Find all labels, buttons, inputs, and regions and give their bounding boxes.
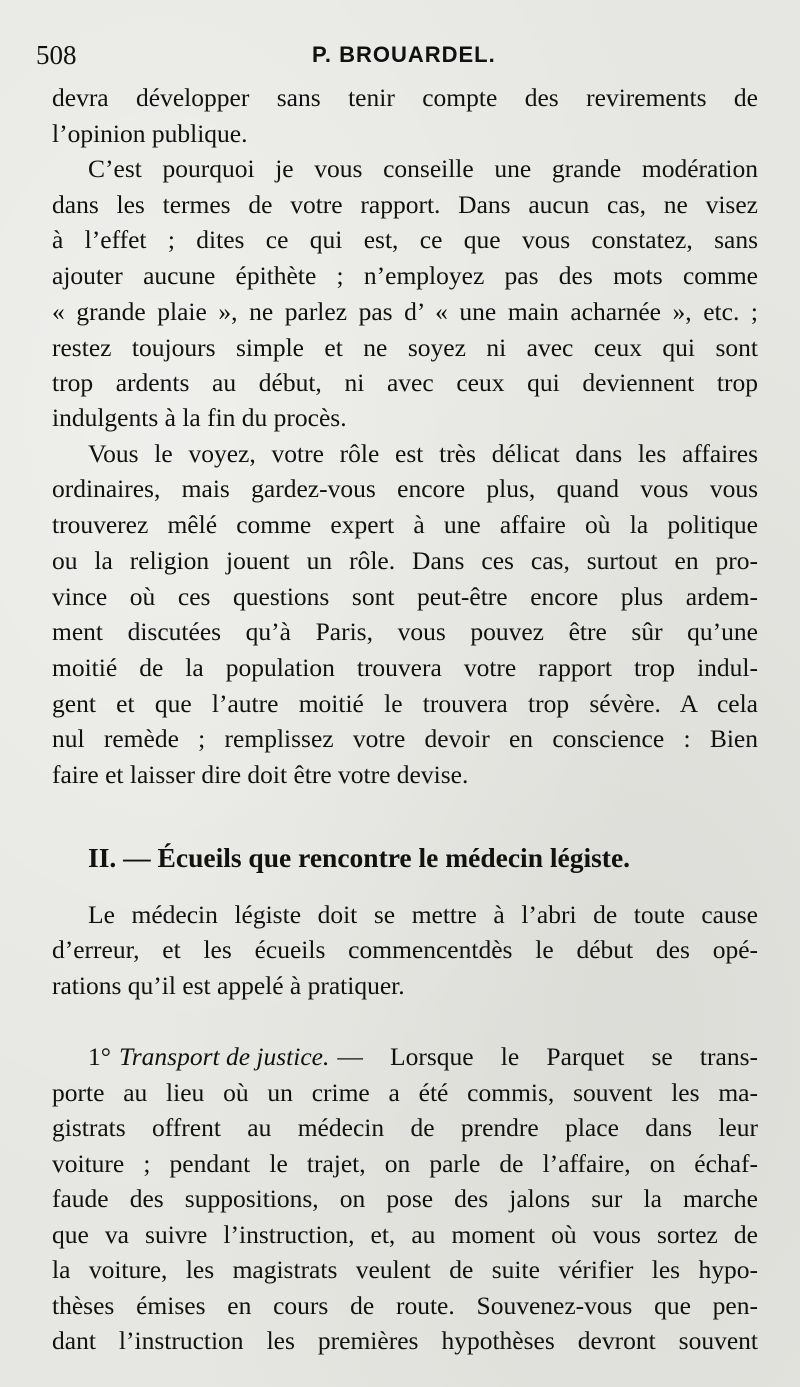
text-line: porte au lieu où un crime a été commis, souvent les ma-: [52, 1078, 758, 1107]
paragraph-number: 1°: [88, 1042, 111, 1071]
text-line: ment discutées qu’à Paris, vous pouvez être sûr qu’une: [52, 617, 758, 646]
text-line: gent et que l’autre moitié le trouvera trop sévère. A cela: [52, 689, 758, 718]
running-head: P. BROUARDEL.: [312, 42, 496, 67]
text-line: d’erreur, et les écueils commencentdès le début des opé-: [52, 935, 758, 964]
text-line: gistrats offrent au médecin de prendre place dans leur: [52, 1113, 758, 1142]
text-line: thèses émises en cours de route. Souvenez-vous que pen-: [52, 1291, 758, 1320]
page-number: 508: [36, 40, 77, 70]
text-line: indulgents à la fin du procès.: [52, 403, 347, 432]
text-line: nul remède ; remplissez votre devoir en conscience : Bien: [52, 724, 758, 753]
text-line: ordinaires, mais gardez-vous encore plus, quand vous vous: [52, 474, 758, 503]
text-line: ajouter aucune épithète ; n’employez pas des mots comme: [52, 261, 758, 290]
text-line: devra développer sans tenir compte des revirements de: [52, 83, 758, 112]
section-heading: II. — Écueils que rencontre le médecin légiste.: [88, 842, 631, 873]
text-line: moitié de la population trouvera votre rapport trop indul-: [52, 653, 758, 682]
text-line: à l’effet ; dites ce qui est, ce que vous constatez, sans: [52, 225, 758, 254]
text-line: l’opinion publique.: [52, 119, 248, 148]
text-line: la voiture, les magistrats veulent de suite vérifier les hypo-: [52, 1255, 758, 1284]
text-line: faude des suppositions, on pose des jalons sur la marche: [52, 1184, 758, 1213]
italic-subheading: Transport de justice.: [118, 1042, 330, 1071]
text-line: faire et laisser dire doit être votre devise.: [52, 760, 469, 789]
text-line: voiture ; pendant le trajet, on parle de l’affaire, on échaf-: [52, 1149, 758, 1178]
text-line: « grande plaie », ne parlez pas d’ « une main acharnée », etc. ;: [52, 297, 758, 326]
text-line: dans les termes de votre rapport. Dans aucun cas, ne visez: [52, 190, 758, 219]
text-line: C’est pourquoi je vous conseille une grande modération: [88, 154, 758, 183]
text-line: que va suivre l’instruction, et, au moment où vous sortez de: [52, 1220, 758, 1249]
text-run: — Lorsque le Parquet se trans-: [337, 1042, 758, 1071]
text-line: dant l’instruction les premières hypothèses devront souvent: [52, 1326, 758, 1355]
text-line: ou la religion jouent un rôle. Dans ces cas, surtout en pro-: [52, 546, 758, 575]
text-line: trop ardents au début, ni avec ceux qui deviennent trop: [52, 368, 758, 397]
text-line: vince où ces questions sont peut-être encore plus ardem-: [52, 582, 758, 611]
text-line: Le médecin légiste doit se mettre à l’abri de toute cause: [88, 900, 758, 929]
page-header: [36, 40, 756, 80]
text-line-first: [88, 1039, 758, 1075]
text-line: Vous le voyez, votre rôle est très délicat dans les affaires: [88, 439, 758, 468]
text-line: trouverez mêlé comme expert à une affaire où la politique: [52, 510, 758, 539]
text-line: restez toujours simple et ne soyez ni avec ceux qui sont: [52, 333, 758, 362]
text-line: rations qu’il est appelé à pratiquer.: [52, 971, 405, 1000]
